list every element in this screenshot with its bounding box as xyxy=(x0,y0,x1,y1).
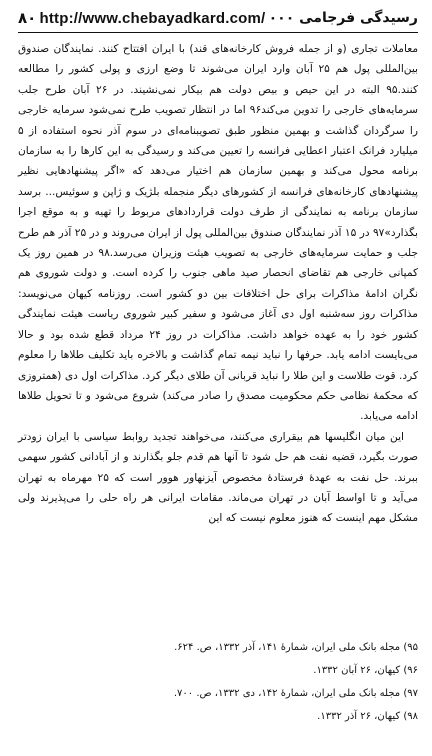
page-number: ۸۰ xyxy=(18,9,37,27)
paragraph: این میان انگلیسها هم بیقراری می‌کنند، می‌خواهند تجدید روابط سیاسی با ایران زودتر صورت بگیرد، قضیه نفت هم حل شود تا آنها هم قدم جلو بگذارند و از آبادانی کشور سهمی ببرند. حل نفت به عهدهٔ فرستادهٔ مخصوص آیزنهاور هوور است که ۲۵ مهرماه به تهران می‌آید و تا اواسط آبان در تهران می‌ماند. مقامات ایرانی هر راه حلی را می‌پذیرند ولی مشکل مهم اینست که هنوز معلوم نیست که این xyxy=(18,430,418,525)
page-header xyxy=(18,6,418,30)
footnote: ۹۵) مجله بانک ملی ایران، شمارهٔ ۱۴۱، آذر ۱۳۳۲، ص. ۶۲۴. xyxy=(174,642,418,653)
main-text xyxy=(18,39,418,529)
footnote: ۹۸) کیهان، ۲۶ آذر ۱۳۳۲. xyxy=(317,711,418,722)
running-title: رسیدگی فرجامی ۰۰۰ xyxy=(268,10,418,26)
footnote: ۹۷) مجله بانک ملی ایران، شمارهٔ ۱۴۲، دی ۱۳۳۲، ص. ۷۰۰. xyxy=(173,688,418,699)
footnotes xyxy=(18,636,418,728)
paragraph: معاملات تجاری (و از جمله فروش کارخانه‌های قند) با ایران افتتاح کنند. نمایندگان صندوق بین‌المللی پول هم ۲۵ آبان وارد ایران می‌شوند تا وضع ارزی و پولی کشور را مطالعه کنند.۹۵ البته در این حیص و بیص دولت هم بیکار نمی‌نشیند. در ۲۶ آبان طرح جلب سرمایه‌های خارجی را تدوین می‌کند۹۶ اما در انتظار تصویب طرح نمی‌شود سرمایه خارجی را سرگردان گذاشت و بهمین منظور طبق تصویبنامه‌ای در سوم آذر نحوه استفاده از ۵ میلیارد فرانک اعتبار اعطایی فرانسه را تعیین می‌کند و رسیدگی به این کارها را به سازمان برنامه محول می‌کند و بهمین سازمان هم اختیار می‌دهد که «اگر پیشنهادهایی نظیر پیشنهادهای کارخانه‌های فرانسه از کشورهای دیگر منجمله بلژیک و ژاپن و سوئیس... برسد سازمان برنامه به نمایندگی از طرف دولت قراردادهای مربوط را تهیه و به موقع اجرا بگذارد»۹۷ در ۱۵ آذر نمایندگان صندوق بین‌المللی پول از ایران می‌روند و در ۲۵ آذر هم طرح جلب و حمایت سرمایه‌های خارجی به تصویب هیئت وزیران می‌رسد.۹۸ در همین روز یک کمپانی خارجی هم تقاضای انحصار صید ماهی جنوب را کرده است. و دولت شوروی هم نگران ادامهٔ مذاکرات برای حل اختلافات بین دو کشور است. روزنامه کیهان می‌نویسد: مذاکرات روز سه‌شنبه اول دی آغاز می‌شود و سفیر کبیر شوروی ریاست هیئت نمایندگی کشور خود را به عهده خواهد داشت. مذاکرات در روز ۲۴ مرداد قطع شده بود و حالا می‌بایست ادامه یابد. حرفها را نباید نیمه تمام گذاشت و بالاخره باید تکلیف طلاها را معلوم کرد. قوت طلاست و این طلا را نباید قربانی آن طلای دیگر کرد. مذاکرات اول دی (همتروزی که محکمهٔ نظامی حکم محکومیت مصدق را صادر می‌کند) شروع می‌شود و تا تحویل طلاها ادامه می‌یابد. xyxy=(18,43,418,423)
footnote: ۹۶) کیهان، ۲۶ آبان ۱۳۳۲. xyxy=(313,665,418,676)
header-divider xyxy=(18,32,418,33)
site-url[interactable]: http://www.chebayadkard.com/ xyxy=(39,9,266,27)
